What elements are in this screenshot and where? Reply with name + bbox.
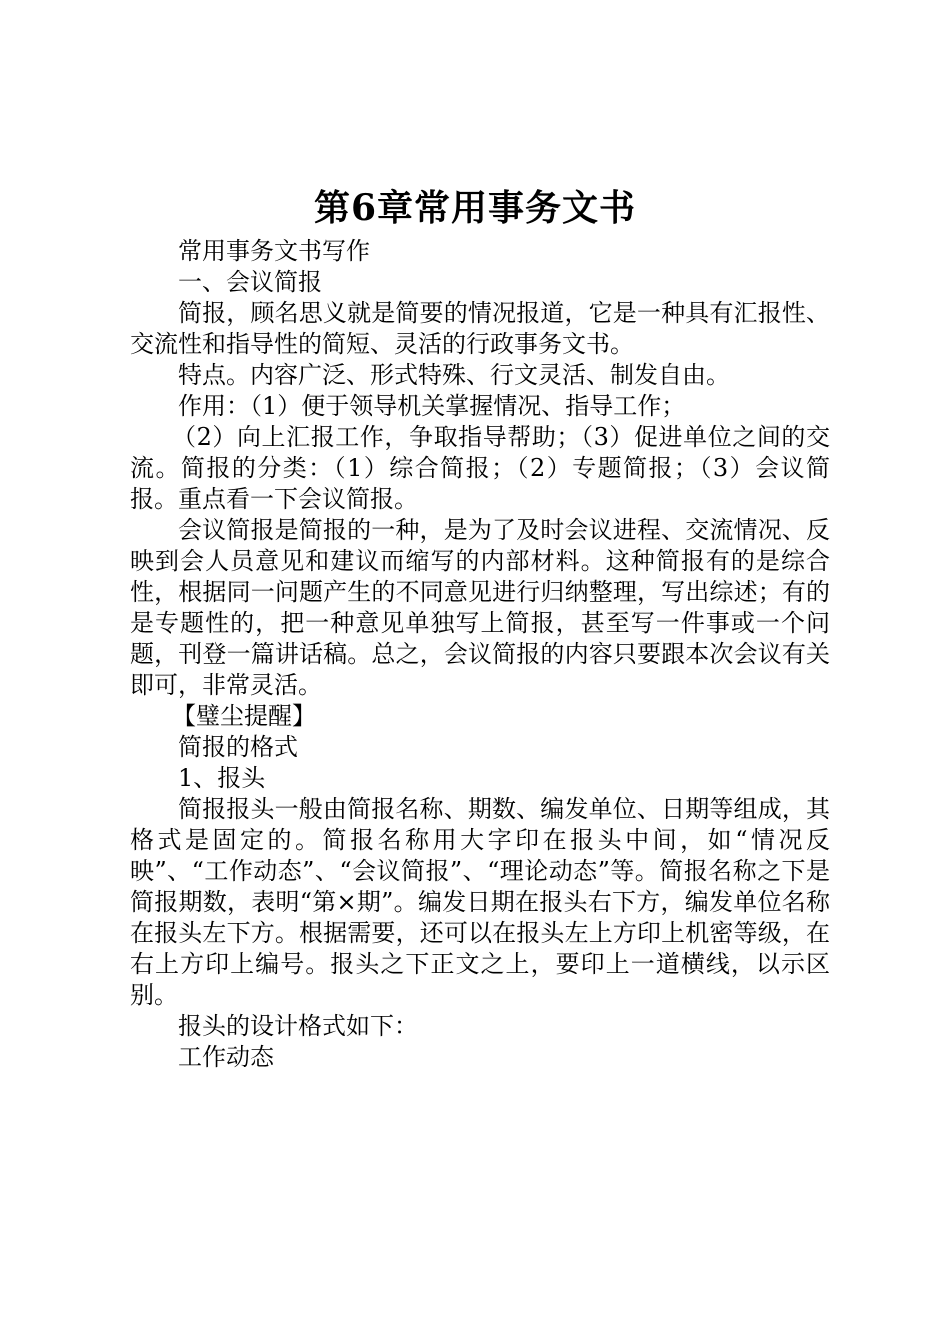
document-title: 第6章常用事务文书 bbox=[313, 187, 637, 229]
paragraph-subtitle: 常用事务文书写作 bbox=[178, 237, 370, 265]
paragraph-masthead-description: 简报报头一般由简报名称、期数、编发单位、日期等组成，其格式是固定的。简报名称用大字印在报头中间，如“情况反映”、“工作动态”、“会议简报”、“理论动态”等。简报名称之下是简报期数，表明“第×期”。编发日期在报头右下方，编发单位名称在报头左下方。根据需要，还可以在报头左上方印上机密等级，在右上方印上编号。报头之下正文之上，要印上一道横线，以示区别。 bbox=[130, 795, 830, 1009]
paragraph-masthead-heading: 1、报头 bbox=[178, 764, 266, 792]
paragraph-features: 特点。内容广泛、形式特殊、行文灵活、制发自由。 bbox=[178, 361, 730, 389]
paragraph-format-heading: 简报的格式 bbox=[178, 733, 298, 761]
paragraph-work-news: 工作动态 bbox=[178, 1043, 274, 1071]
paragraph-function: 作用：（1）便于领导机关掌握情况、指导工作； bbox=[178, 392, 686, 420]
paragraph-masthead-design: 报头的设计格式如下： bbox=[178, 1012, 418, 1040]
paragraph-reminder: 【璧尘提醒】 bbox=[172, 702, 316, 730]
document-body bbox=[130, 236, 830, 1073]
paragraph-section-heading: 一、会议简报 bbox=[178, 268, 322, 296]
paragraph-definition: 简报，顾名思义就是简要的情况报道，它是一种具有汇报性、交流性和指导性的简短、灵活的行政事务文书。 bbox=[130, 299, 830, 358]
paragraph-function-continued: （2）向上汇报工作，争取指导帮助；（3）促进单位之间的交流。简报的分类：（1）综合简报；（2）专题简报；（3）会议简报。重点看一下会议简报。 bbox=[130, 423, 830, 513]
paragraph-meeting-briefing: 会议简报是简报的一种，是为了及时会议进程、交流情况、反映到会人员意见和建议而缩写的内部材料。这种简报有的是综合性，根据同一问题产生的不同意见进行归纳整理，写出综述；有的是专题性的，把一种意见单独写上简报，甚至写一件事或一个问题，刊登一篇讲话稿。总之，会议简报的内容只要跟本次会议有关即可，非常灵活。 bbox=[130, 516, 830, 699]
